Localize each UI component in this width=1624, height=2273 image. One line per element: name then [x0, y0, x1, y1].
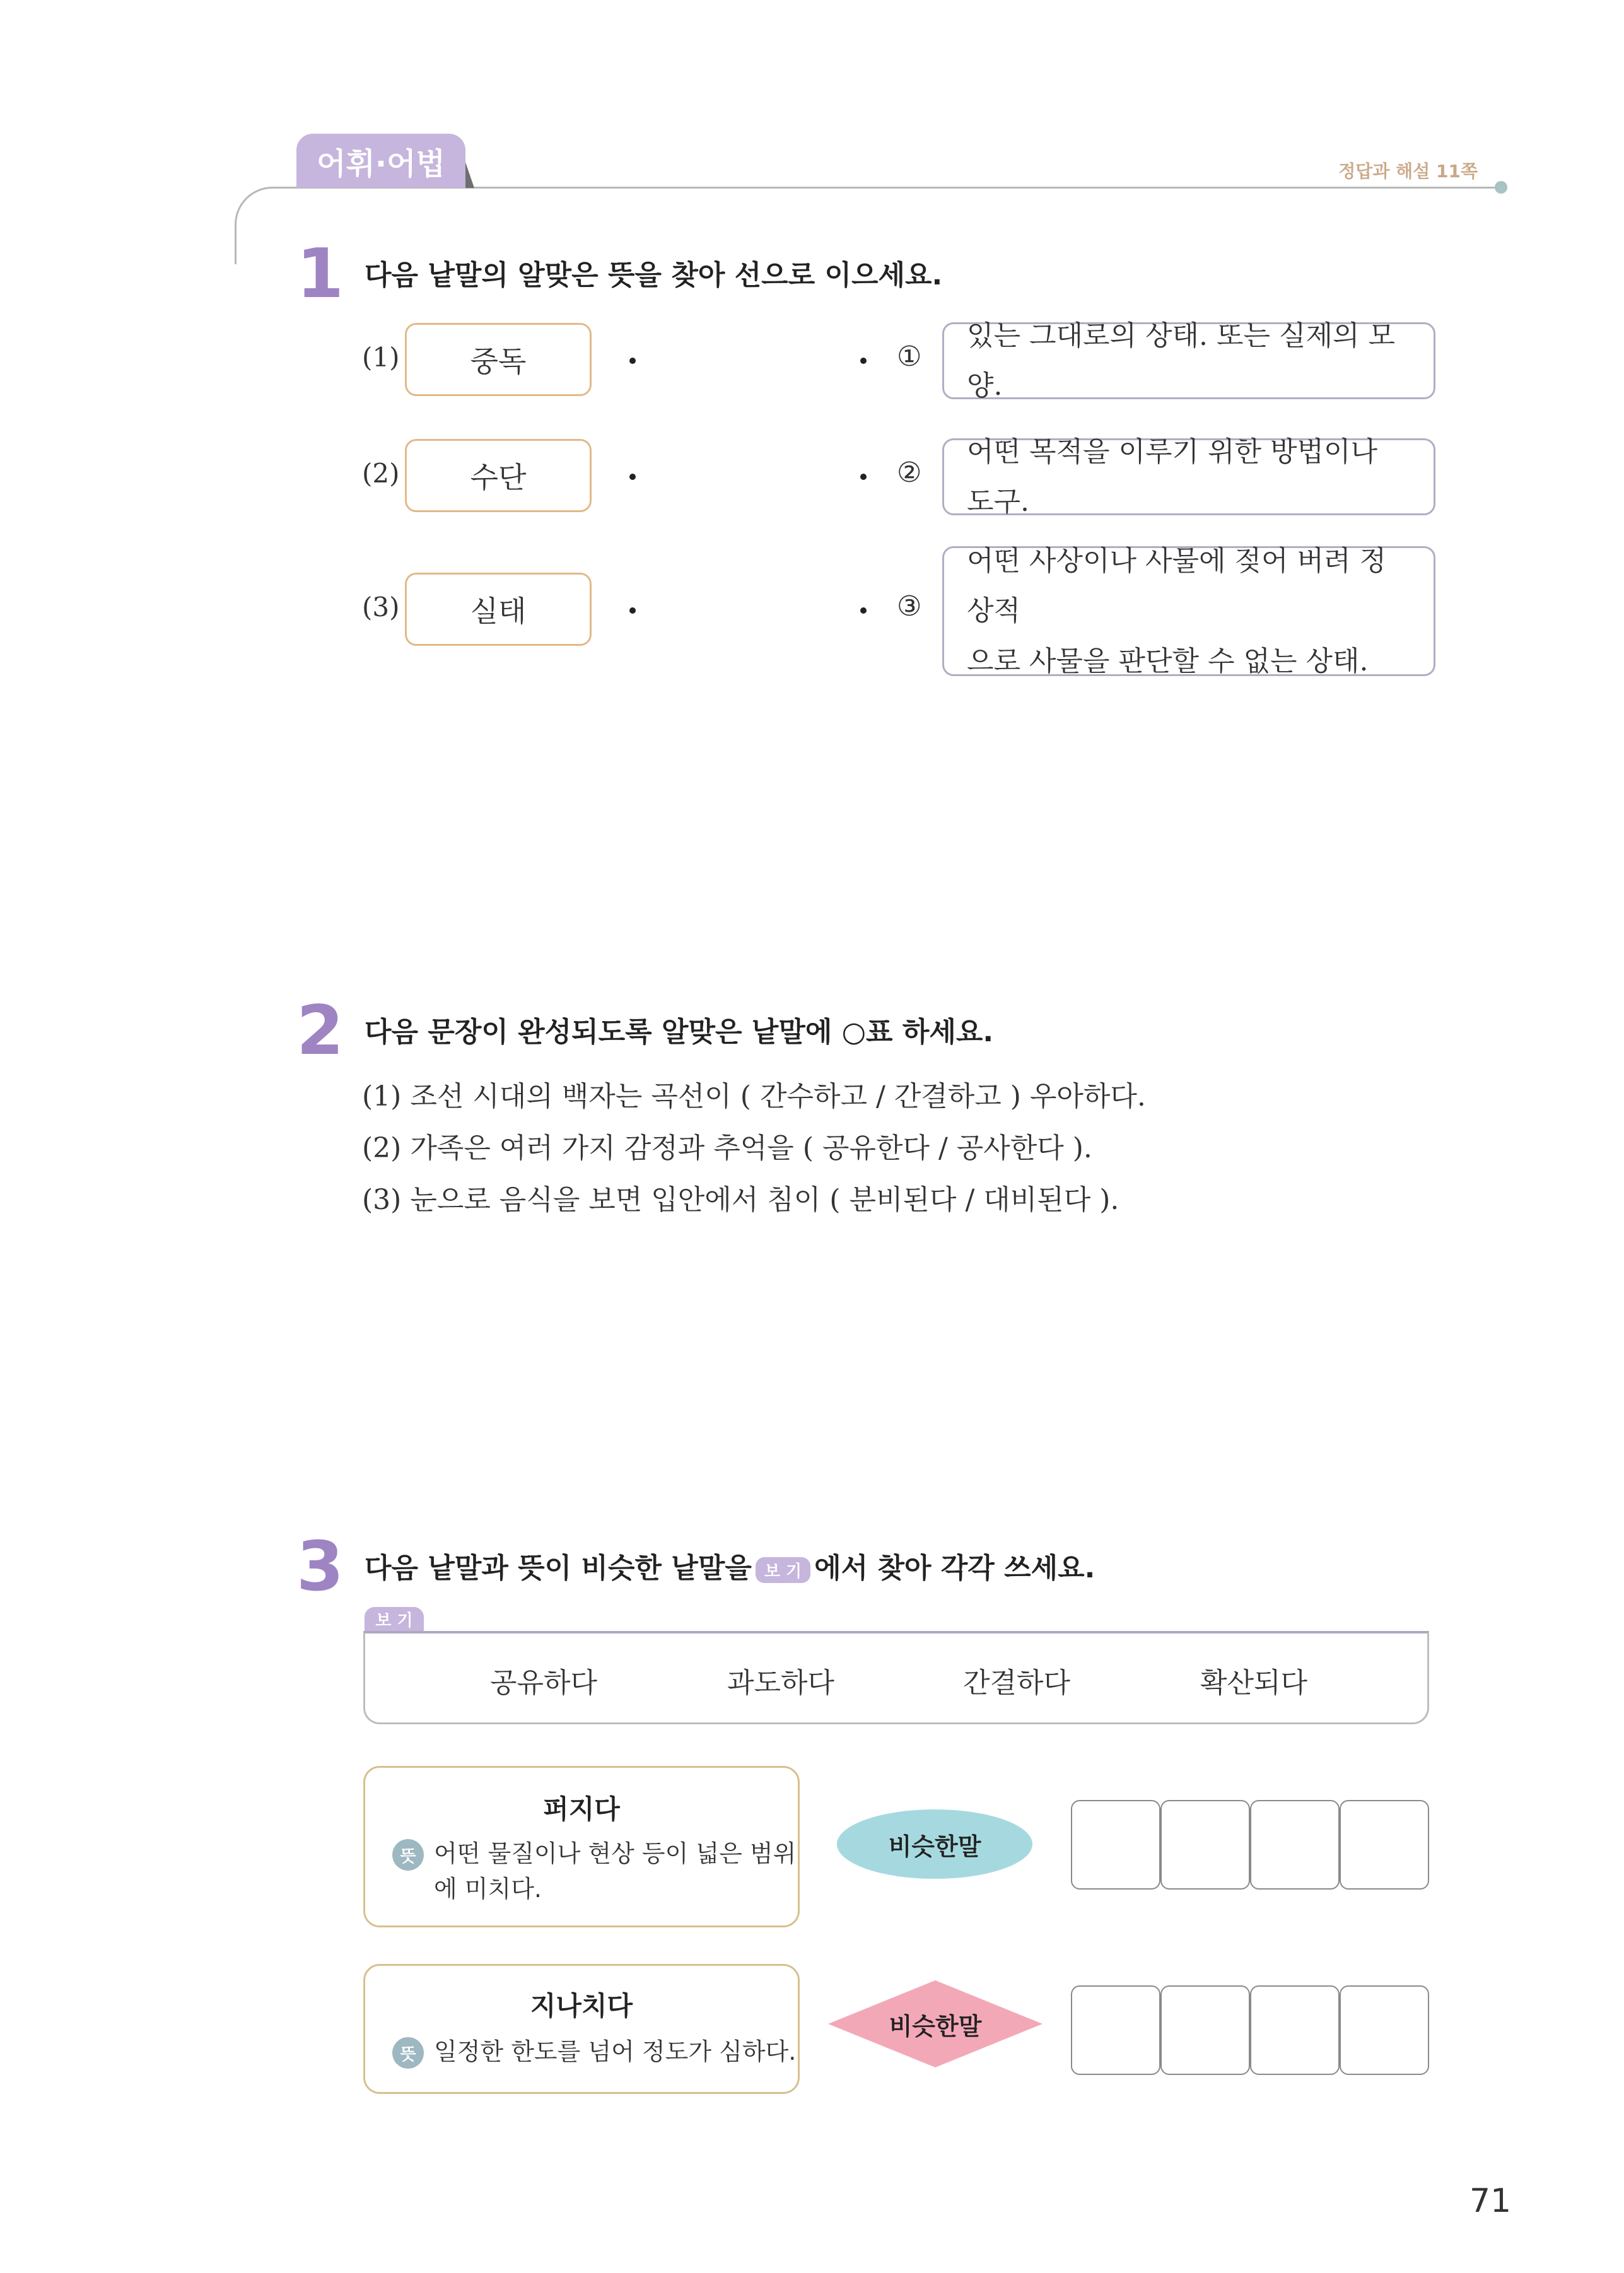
- question-3-instruction-after: 에서 찾아 각각 쓰세요.: [814, 1552, 1095, 1584]
- question-3-instruction-before: 다음 낱말과 뜻이 비슷한 낱말을: [365, 1552, 752, 1584]
- card-1-meaning-line1: 어떤 물질이나 현상 등이 넓은 범위: [434, 1840, 797, 1867]
- answer-box-2-1[interactable]: [1071, 1985, 1160, 2075]
- sentence-3[interactable]: (3) 눈으로 음식을 보면 입안에서 침이 ( 분비된다 / 대비된다 ).: [362, 1184, 1119, 1216]
- definition-3-marker: ③: [897, 590, 922, 622]
- card-2-word: 지나치다: [530, 1990, 633, 2021]
- question-1-instruction: 다음 낱말의 알맞은 뜻을 찾아 선으로 이으세요.: [365, 259, 943, 291]
- meaning-icon: 뜻: [392, 1839, 424, 1871]
- definition-2-text: 어떤 목적을 이루기 위한 방법이나 도구.: [967, 435, 1377, 518]
- answer-box-1-4[interactable]: [1340, 1800, 1429, 1890]
- card-1-meaning-line2: 에 미치다.: [434, 1875, 542, 1903]
- header-frame-dot: [1495, 181, 1507, 194]
- item-1-label: (1): [362, 342, 400, 373]
- synonym-oval-badge: 비슷한말: [837, 1809, 1032, 1879]
- question-2-number: 2: [296, 991, 344, 1070]
- page-number: 71: [1469, 2182, 1512, 2220]
- answer-box-1-1[interactable]: [1071, 1800, 1160, 1890]
- definition-3-line2: 으로 사물을 판단할 수 없는 상태.: [967, 645, 1369, 677]
- answer-box-1-2[interactable]: [1160, 1800, 1250, 1890]
- card-2-meaning-line1: 일정한 한도를 넘어 정도가 심하다.: [434, 2038, 797, 2066]
- left-dot-3[interactable]: [629, 607, 636, 614]
- section-tag: 어휘·어법: [296, 134, 465, 188]
- question-3-instruction: [365, 1545, 1095, 1586]
- answer-box-2-2[interactable]: [1160, 1985, 1250, 2075]
- meaning-icon: 뜻: [392, 2037, 424, 2069]
- item-3-label: (3): [362, 592, 400, 622]
- word-box-1[interactable]: 중독: [405, 323, 592, 396]
- question-3-number: 3: [296, 1528, 344, 1606]
- bogi-inline-badge: 보 기: [756, 1557, 810, 1583]
- definition-1-marker: ①: [897, 341, 922, 373]
- answer-reference: 정답과 해설 11쪽: [1338, 161, 1478, 182]
- definition-box-3: [942, 546, 1435, 676]
- word-box-2[interactable]: 수단: [405, 439, 592, 512]
- right-dot-1[interactable]: [860, 358, 867, 364]
- card-1-word: 퍼지다: [543, 1794, 620, 1825]
- bogi-tag: 보 기: [365, 1607, 424, 1631]
- answer-box-2-4[interactable]: [1340, 1985, 1429, 2075]
- word-box-3[interactable]: 실태: [405, 573, 592, 646]
- question-2-instruction: 다음 문장이 완성되도록 알맞은 낱말에 ○표 하세요.: [365, 1016, 994, 1048]
- definition-1-text: 있는 그대로의 상태. 또는 실제의 모양.: [967, 319, 1395, 402]
- right-dot-2[interactable]: [860, 474, 867, 480]
- item-2-label: (2): [362, 458, 400, 489]
- meaning-card-2: [363, 1964, 800, 2094]
- answer-box-2-3[interactable]: [1250, 1985, 1340, 2075]
- definition-2-marker: ②: [897, 457, 922, 489]
- bogi-word-3: 간결하다: [962, 1667, 1070, 1699]
- definition-box-1: [942, 319, 1435, 402]
- bogi-word-4: 확산되다: [1200, 1667, 1307, 1699]
- question-1-number: 1: [296, 235, 344, 313]
- left-dot-1[interactable]: [629, 358, 636, 364]
- definition-box-2: [942, 435, 1435, 518]
- bogi-word-2: 과도하다: [727, 1667, 834, 1699]
- synonym-diamond-label: 비슷한말: [889, 2012, 982, 2040]
- definition-3-line1: 어떤 사상이나 사물에 젖어 버려 정상적: [967, 545, 1386, 628]
- sentence-1[interactable]: (1) 조선 시대의 백자는 곡선이 ( 간수하고 / 간결하고 ) 우아하다.: [362, 1080, 1146, 1113]
- answer-box-1-3[interactable]: [1250, 1800, 1340, 1890]
- right-dot-3[interactable]: [860, 607, 867, 614]
- bogi-word-1: 공유하다: [489, 1667, 597, 1699]
- sentence-2[interactable]: (2) 가족은 여러 가지 감정과 추억을 ( 공유한다 / 공사한다 ).: [362, 1132, 1092, 1164]
- left-dot-2[interactable]: [629, 474, 636, 480]
